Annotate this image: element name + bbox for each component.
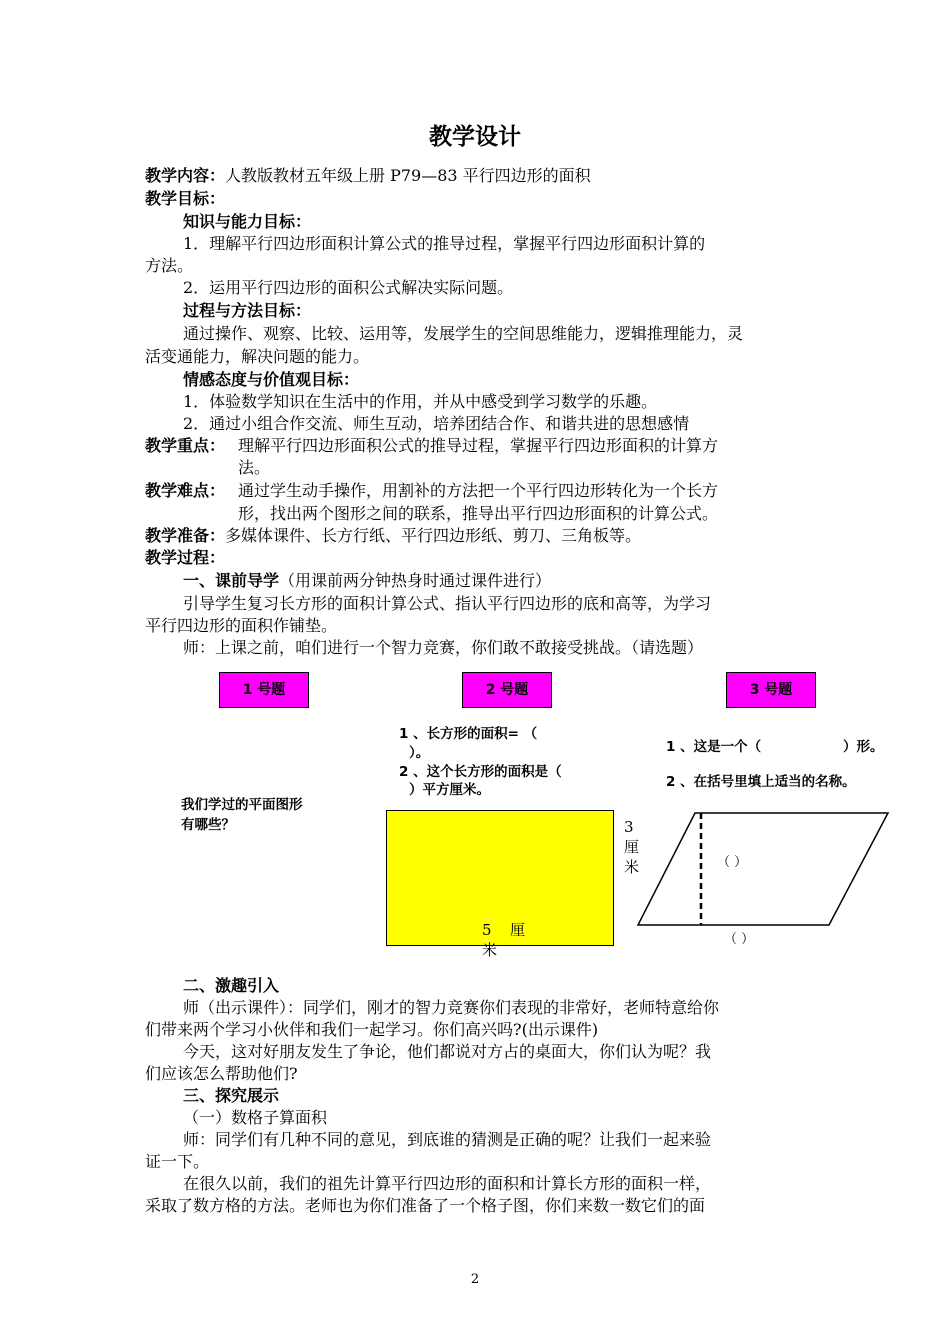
rect-side-num: 3 [624, 818, 634, 836]
process-goal-heading: 过程与方法目标： [183, 301, 312, 320]
section1-line3: 师：上课之前，咱们进行一个智力竞赛，你们敢不敢接受挑战。（请选题） [183, 638, 704, 657]
height-blank: （ ） [717, 855, 748, 870]
section3-line3: 在很久以前，我们的祖先计算平行四边形的面积和计算长方形的面积一样， [183, 1174, 712, 1193]
quiz-2-line3: 2 、这个长方形的面积是（ [399, 764, 562, 780]
page-number: 2 [470, 1272, 480, 1287]
knowledge-item-1: 1．理解平行四边形面积计算公式的推导过程，掌握平行四边形面积计算的 [183, 234, 706, 253]
rect-bottom-unit2: 米 [482, 941, 498, 959]
knowledge-item-1-cont: 方法。 [145, 256, 194, 275]
section2-line4: 们应该怎么帮助他们? [145, 1064, 298, 1083]
section1-line1: 引导学生复习长方形的面积计算公式、指认平行四边形的底和高等，为学习 [183, 594, 712, 613]
rect-side-unit2: 米 [624, 858, 640, 876]
quiz-2-line2: ）。 [409, 745, 430, 761]
section2-line3: 今天，这对好朋友发生了争论，他们都说对方占的桌面大，你们认为呢？我 [183, 1042, 712, 1061]
procedure-label: 教学过程： [145, 548, 226, 567]
yellow-rectangle [386, 810, 614, 946]
difficulty-line2: 形，找出两个图形之间的联系，推导出平行四边形面积的计算公式。 [238, 504, 719, 523]
quiz-2-line4: ）平方厘米。 [409, 782, 490, 798]
quiz-3-button[interactable]: 3 号题 [726, 672, 816, 708]
quiz-3-line1-end: ）形。 [843, 739, 884, 755]
quiz-3-line1: 1 、这是一个（ [666, 739, 762, 755]
section3-heading: 三、探究展示 [183, 1086, 280, 1105]
quiz-2-button[interactable]: 2 号题 [462, 672, 552, 708]
base-blank: （ ） [724, 932, 755, 947]
emotion-heading: 情感态度与价值观目标： [183, 370, 360, 389]
knowledge-heading: 知识与能力目标： [183, 212, 312, 231]
quiz-1-button[interactable]: 1 号题 [219, 672, 309, 708]
process-goal-line2: 活变通能力，解决问题的能力。 [145, 347, 370, 366]
process-goal-line1: 通过操作、观察、比较、运用等，发展学生的空间思维能力，逻辑推理能力，灵 [183, 324, 744, 343]
difficulty-line1: 通过学生动手操作，用割补的方法把一个平行四边形转化为一个长方 [238, 481, 719, 500]
emotion-item-1: 1．体验数学知识在生活中的作用，并从中感受到学习数学的乐趣。 [183, 392, 658, 411]
section2-heading: 二、激趣引入 [183, 976, 280, 995]
section2-line1: 师（出示课件）：同学们，刚才的智力竞赛你们表现的非常好，老师特意给你 [183, 998, 720, 1017]
section3-line1: 师：同学们有几种不同的意见，到底谁的猜测是正确的呢？让我们一起来验 [183, 1130, 712, 1149]
parallelogram-shape [638, 813, 888, 925]
difficulty-label: 教学难点： [145, 481, 226, 500]
quiz-3-line2: 2 、在括号里填上适当的名称。 [666, 774, 856, 790]
key-line1: 理解平行四边形面积公式的推导过程，掌握平行四边形面积的计算方 [238, 436, 719, 455]
rect-bottom-num: 5 [482, 921, 492, 939]
teaching-content: 教学内容：人教版教材五年级上册 P79—83 平行四边形的面积 [145, 166, 591, 185]
teaching-goals-label: 教学目标： [145, 189, 226, 208]
rect-bottom-unit1: 厘 [510, 921, 526, 939]
emotion-item-2: 2．通过小组合作交流、师生互动，培养团结合作、和谐共进的思想感情 [183, 414, 690, 433]
key-line2: 法。 [238, 458, 271, 477]
rect-side-unit1: 厘 [624, 838, 640, 856]
parallelogram-figure [630, 805, 898, 930]
section3-sub1: （一）数格子算面积 [183, 1108, 328, 1127]
section1-line2: 平行四边形的面积作铺垫。 [145, 616, 338, 635]
knowledge-item-2: 2．运用平行四边形的面积公式解决实际问题。 [183, 278, 514, 297]
key-label: 教学重点： [145, 436, 226, 455]
section1-heading: 一、课前导学（用课前两分钟热身时通过课件进行） [183, 571, 552, 590]
page-title: 教学设计 [429, 124, 521, 150]
section2-line2: 们带来两个学习小伙伴和我们一起学习。你们高兴吗?(出示课件) [145, 1020, 599, 1039]
quiz-2-line1: 1 、长方形的面积= （ [399, 726, 538, 742]
quiz-1-text-line2: 有哪些？ [181, 817, 235, 833]
section3-line4: 采取了数方格的方法。老师也为你们准备了一个格子图，你们来数一数它们的面 [145, 1196, 706, 1215]
section3-line2: 证一下。 [145, 1152, 210, 1171]
quiz-1-text-line1: 我们学过的平面图形 [181, 797, 303, 813]
teaching-prep: 教学准备：多媒体课件、长方行纸、平行四边形纸、剪刀、三角板等。 [145, 526, 642, 545]
